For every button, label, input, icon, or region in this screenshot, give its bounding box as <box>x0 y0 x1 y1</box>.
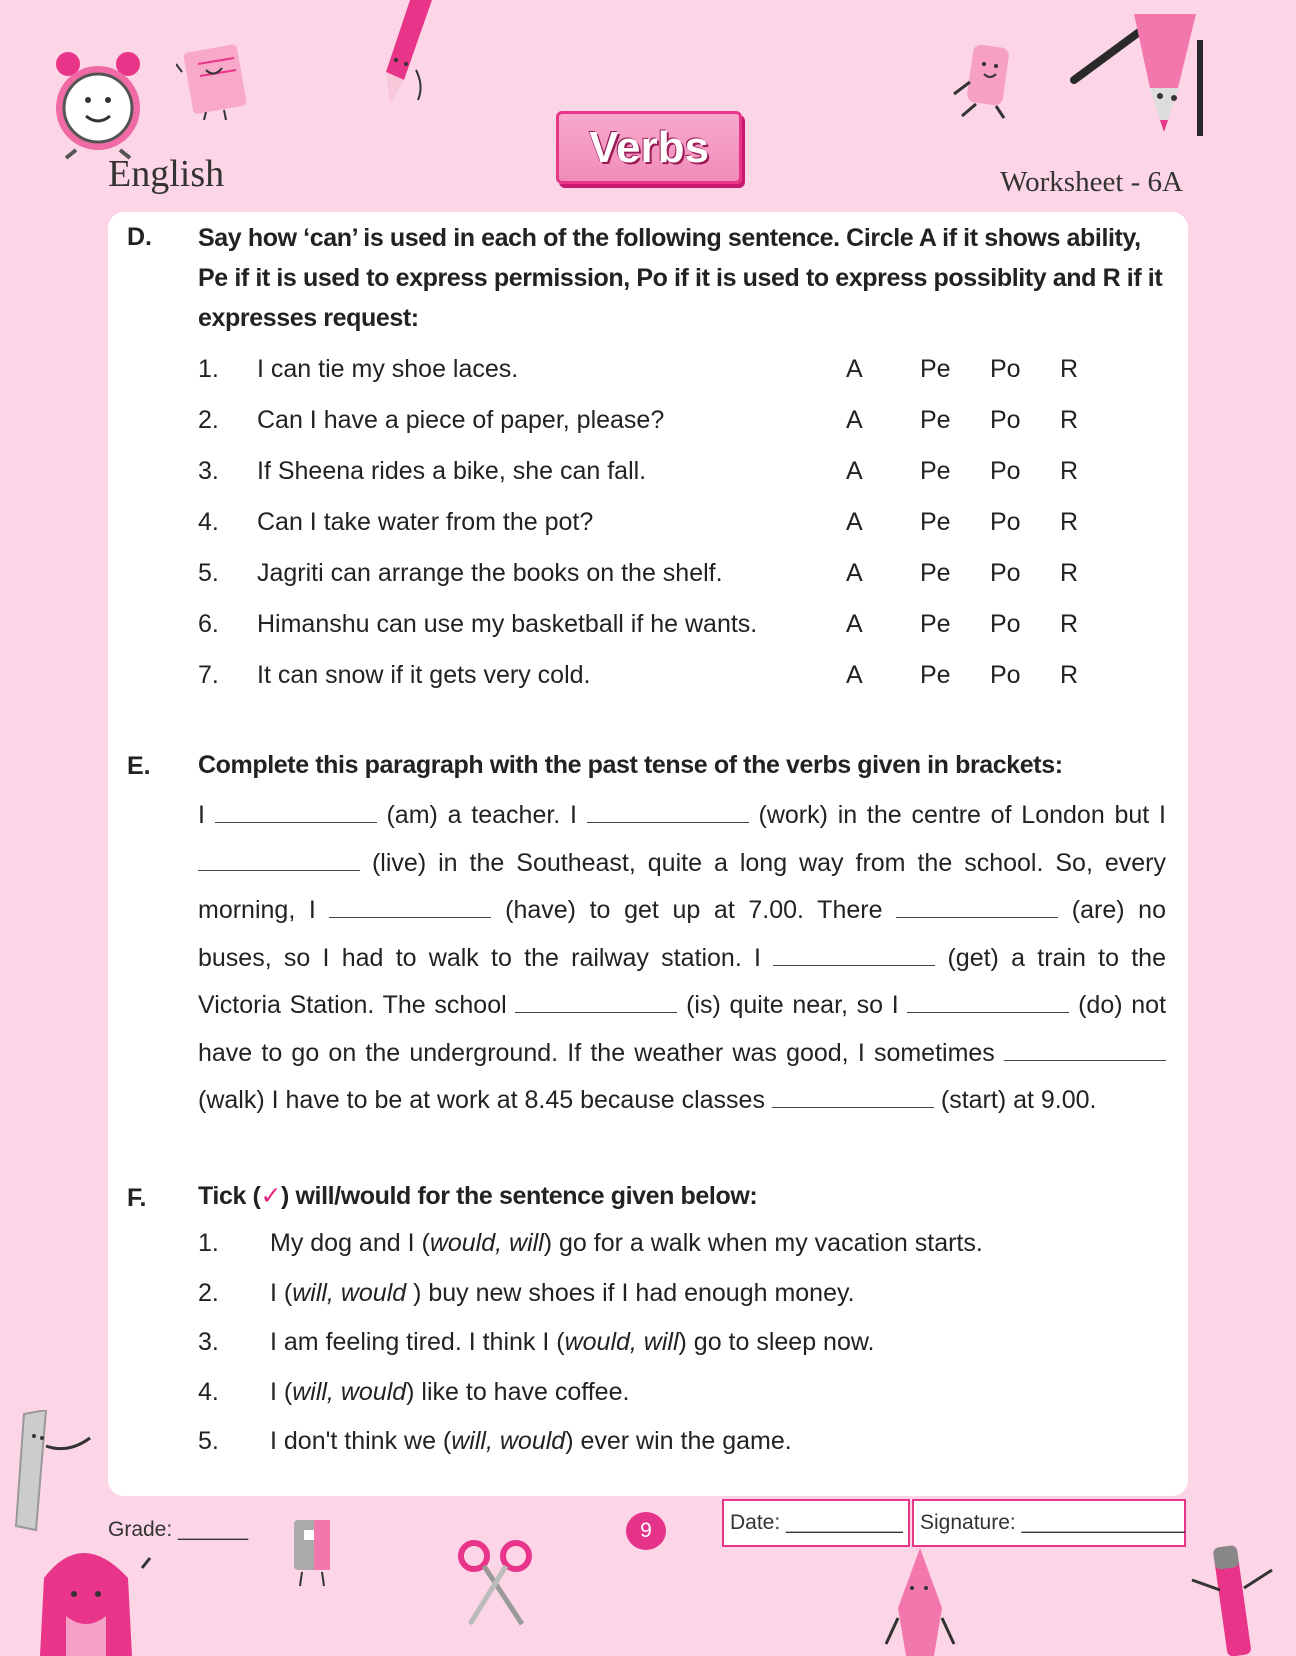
alarm-clock-illustration <box>48 42 150 160</box>
section-f-list <box>198 1219 1158 1467</box>
option-r[interactable]: R <box>1060 457 1079 485</box>
answer-blank[interactable] <box>215 804 377 823</box>
section-e-letter: E. <box>127 752 151 780</box>
choice-options[interactable]: will, would <box>292 1377 407 1406</box>
choice-options[interactable]: would, will <box>429 1229 544 1257</box>
list-item: 5. Jagriti can arrange the books on the shelf. A Pe Po R <box>198 548 1098 599</box>
option-pe[interactable]: Pe <box>920 406 951 434</box>
pencil-illustration <box>380 0 440 106</box>
crayon-illustration <box>880 1548 960 1656</box>
ruler-illustration <box>6 1410 96 1536</box>
answer-blank[interactable] <box>515 994 677 1013</box>
title-banner <box>556 111 742 184</box>
list-item: 4. I (will, would) like to have coffee. <box>198 1377 630 1406</box>
option-a[interactable]: A <box>846 406 863 434</box>
option-pe[interactable]: Pe <box>920 457 951 485</box>
answer-blank[interactable] <box>587 804 749 823</box>
option-pe[interactable]: Pe <box>920 610 951 638</box>
list-item: 6. Himanshu can use my basketball if he wants. A Pe Po R <box>198 599 1098 650</box>
signature-box[interactable] <box>912 1499 1186 1547</box>
option-a[interactable]: A <box>846 610 863 638</box>
pen-illustration <box>1186 1540 1278 1656</box>
answer-blank[interactable] <box>907 994 1069 1013</box>
page-number: 9 <box>626 1512 666 1550</box>
section-f-letter: F. <box>127 1184 147 1212</box>
option-a[interactable]: A <box>846 661 863 689</box>
option-po[interactable]: Po <box>990 457 1021 485</box>
list-item: 4. Can I take water from the pot? A Pe Po R <box>198 497 1098 548</box>
list-item: 3. If Sheena rides a bike, she can fall. A Pe Po R <box>198 446 1098 497</box>
option-a[interactable]: A <box>846 457 863 485</box>
answer-blank[interactable] <box>773 947 935 966</box>
option-a[interactable]: A <box>846 559 863 587</box>
date-box[interactable] <box>722 1499 910 1547</box>
section-d-instruction: Say how ‘can’ is used in each of the following sentence. Circle A if it shows ability, Pe if it is used to express permission, Po if it is used to express possiblity and R if it expresses request: <box>198 224 1163 332</box>
section-f-instruction: Tick (✓) will/would for the sentence given below: <box>198 1182 758 1210</box>
list-item: 7. It can snow if it gets very cold. A Pe Po R <box>198 650 1098 701</box>
option-po[interactable]: Po <box>990 508 1021 536</box>
option-pe[interactable]: Pe <box>920 661 951 689</box>
section-e-paragraph: I (am) a teacher. I (work) in the centre of London but I (live) in the Southeast, quite a long way from the school. So, every morning, I (have) to get up at 7.00. There (are) no buses, so I had to walk to the railway station. I (get) a train to the Victoria Station. The school (is) quite near, so I (do) not have to go on the underground. If the weather was good, I sometimes (walk) I have to be at work at 8.45 because classes (start) at 9.00. <box>198 801 1167 1114</box>
option-a[interactable]: A <box>846 508 863 536</box>
choice-options[interactable]: would, will <box>564 1328 679 1356</box>
option-po[interactable]: Po <box>990 559 1021 587</box>
option-po[interactable]: Po <box>990 661 1021 689</box>
answer-blank[interactable] <box>1004 1042 1166 1061</box>
answer-blank[interactable] <box>198 852 360 871</box>
choice-options[interactable]: will, would <box>451 1427 566 1455</box>
pencil-character-illustration <box>1070 0 1210 140</box>
option-pe[interactable]: Pe <box>920 355 951 383</box>
answer-blank[interactable] <box>896 899 1058 918</box>
signature-field[interactable]: Signature: ______________ <box>920 1511 1186 1534</box>
subject-label: English <box>108 153 225 195</box>
option-po[interactable]: Po <box>990 355 1021 383</box>
option-a[interactable]: A <box>846 355 863 383</box>
backpack-illustration <box>22 1528 152 1656</box>
list-item: 2. I (will, would ) buy new shoes if I had enough money. <box>198 1278 855 1307</box>
list-item: 1. I can tie my shoe laces. A Pe Po R <box>198 344 1098 395</box>
choice-options[interactable]: will, would <box>292 1278 414 1307</box>
tick-icon: ✓ <box>260 1182 282 1210</box>
sharpener-illustration <box>284 1516 344 1590</box>
list-item: 3. I am feeling tired. I think I (would, will) go to sleep now. <box>198 1328 875 1356</box>
section-e-instruction: Complete this paragraph with the past tense of the verbs given in brackets: <box>198 751 1063 779</box>
option-pe[interactable]: Pe <box>920 559 951 587</box>
notepad-illustration <box>176 42 260 122</box>
option-r[interactable]: R <box>1060 508 1079 536</box>
list-item: 1. My dog and I (would, will) go for a walk when my vacation starts. <box>198 1229 983 1257</box>
list-item: 2. Can I have a piece of paper, please? A Pe Po R <box>198 395 1098 446</box>
section-d-list <box>198 344 1098 701</box>
option-r[interactable]: R <box>1060 406 1079 434</box>
option-po[interactable]: Po <box>990 406 1021 434</box>
option-r[interactable]: R <box>1060 559 1079 587</box>
eraser-illustration <box>940 42 1026 120</box>
section-d-letter: D. <box>127 223 152 251</box>
date-field[interactable]: Date: __________ <box>730 1511 903 1534</box>
answer-blank[interactable] <box>772 1089 934 1108</box>
page-title: Verbs <box>589 122 709 172</box>
option-po[interactable]: Po <box>990 610 1021 638</box>
worksheet-label: Worksheet - 6A <box>1000 166 1183 198</box>
option-r[interactable]: R <box>1060 661 1079 689</box>
option-r[interactable]: R <box>1060 355 1079 383</box>
scissors-icon <box>456 1538 536 1628</box>
option-pe[interactable]: Pe <box>920 508 951 536</box>
grade-field[interactable]: Grade: ______ <box>108 1518 249 1541</box>
option-r[interactable]: R <box>1060 610 1079 638</box>
answer-blank[interactable] <box>329 899 491 918</box>
list-item: 5. I don't think we (will, would) ever win the game. <box>198 1427 792 1455</box>
